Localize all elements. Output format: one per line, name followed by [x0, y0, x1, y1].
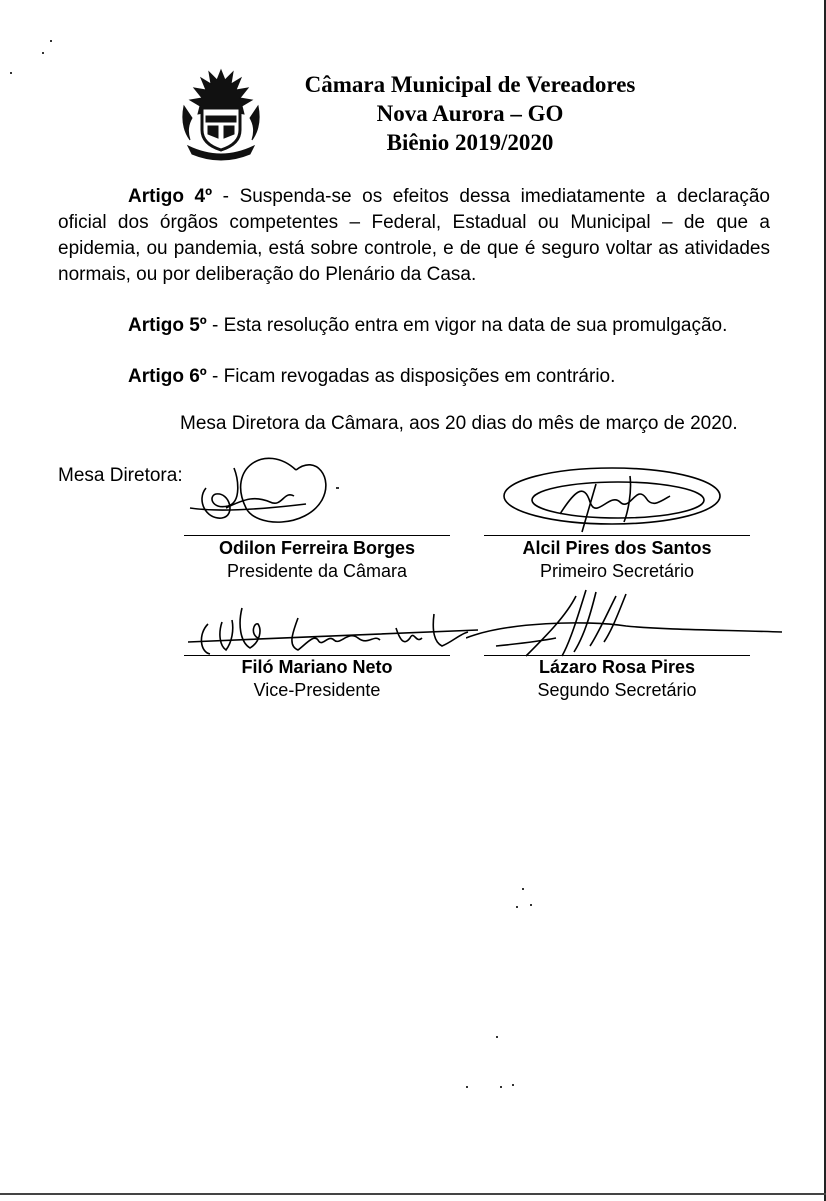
- article-5-text: - Esta resolução entra em vigor na data de sua promulgação.: [206, 315, 728, 336]
- scan-speck: [500, 1086, 502, 1088]
- signatory-name: Filó Mariano Neto: [241, 657, 393, 677]
- page-edge-bottom: [0, 1193, 826, 1195]
- municipal-crest-icon: [178, 66, 264, 162]
- signatory-name: Alcil Pires dos Santos: [522, 538, 712, 558]
- article-5-label: Artigo 5º: [128, 315, 207, 336]
- signature-line-president: [184, 535, 450, 536]
- scan-speck: [50, 40, 52, 42]
- scan-speck: [512, 1084, 514, 1086]
- signatory-role: Vice-Presidente: [253, 680, 381, 700]
- signature-line-first-secretary: [484, 535, 750, 536]
- chamber-name: Câmara Municipal de Vereadores: [304, 72, 636, 97]
- biennium: Biênio 2019/2020: [386, 130, 554, 155]
- signatory-role: Primeiro Secretário: [539, 561, 695, 581]
- signatory-name: Lázaro Rosa Pires: [538, 657, 696, 677]
- scan-speck: [530, 904, 532, 906]
- scan-speck: [522, 888, 524, 890]
- signature-line-second-secretary: [484, 655, 750, 656]
- article-6: [58, 364, 770, 390]
- article-5: [58, 313, 770, 339]
- document-header: [270, 70, 670, 157]
- article-6-text: - Ficam revogadas as disposições em contrário.: [206, 366, 616, 387]
- date-line: Mesa Diretora da Câmara, aos 20 dias do mês de março de 2020.: [180, 413, 738, 434]
- article-4: [58, 184, 770, 288]
- signature-alcil: [500, 462, 730, 538]
- signatory-role: Presidente da Câmara: [226, 561, 408, 581]
- signatory-role: Segundo Secretário: [537, 680, 697, 700]
- signature-line-vice-president: [184, 655, 450, 656]
- article-4-text: - Suspenda-se os efeitos dessa imediatamente a declaração oficial dos órgãos competentes – Federal, Estadual ou Municipal – de que a epidemia, ou pandemia, está sobre controle, e de que é seguro voltar as atividades normais, ou por deliberação do Plenário da Casa.: [58, 186, 771, 285]
- scan-speck: [496, 1036, 498, 1038]
- signatory-name: Odilon Ferreira Borges: [218, 538, 416, 558]
- scan-speck: [466, 1086, 468, 1088]
- scan-speck: [516, 906, 518, 908]
- scan-speck: [10, 72, 12, 74]
- board-label: Mesa Diretora:: [58, 465, 183, 486]
- article-6-label: Artigo 6º: [128, 366, 207, 387]
- scan-speck: [42, 52, 44, 54]
- city-name: Nova Aurora – GO: [376, 101, 564, 126]
- signature-lazaro: [466, 586, 786, 666]
- signature-odilon: [186, 448, 356, 534]
- article-4-label: Artigo 4º: [128, 186, 213, 207]
